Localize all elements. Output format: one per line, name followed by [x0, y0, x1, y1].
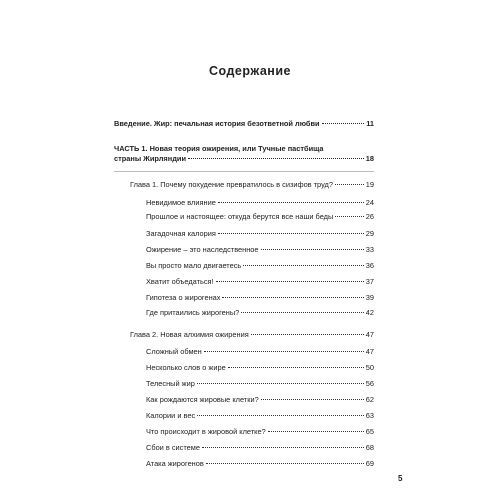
toc-entry-page: 33	[365, 245, 374, 254]
toc-entry-section[interactable]	[146, 459, 374, 468]
toc-entry-section[interactable]	[146, 347, 374, 356]
toc-entry-page: 47	[365, 347, 374, 356]
toc-entry-label: Глава 2. Новая алхимия ожирения	[130, 330, 249, 339]
toc-entry-label: Где притаились жирогены?	[146, 308, 240, 317]
leader-dots	[241, 312, 364, 313]
toc-entry-section[interactable]	[146, 277, 374, 286]
toc-entry-page: 47	[365, 330, 374, 339]
toc-entry-section[interactable]	[146, 229, 374, 238]
toc-entry-label: Вы просто мало двигаетесь	[146, 261, 242, 270]
toc-entry-label: Телесный жир	[146, 379, 195, 388]
toc-entry-page: 68	[365, 443, 374, 452]
leader-dots	[206, 463, 364, 464]
leader-dots	[202, 447, 364, 448]
toc-entry-part-1[interactable]	[114, 144, 374, 164]
toc-entry-section[interactable]	[146, 379, 374, 388]
toc-entry-page: 19	[365, 180, 374, 189]
toc-entry-page: 37	[365, 277, 374, 286]
leader-dots	[268, 431, 364, 432]
toc-entry-label: Глава 1. Почему похудение превратилось в сизифов труд?	[130, 180, 333, 189]
leader-dots	[261, 399, 364, 400]
leader-dots	[216, 281, 364, 282]
toc-entry-section[interactable]	[146, 411, 374, 420]
toc-part-line-1: ЧАСТЬ 1. Новая теория ожирения, или Тучные пастбища	[114, 144, 324, 153]
leader-dots	[222, 297, 363, 298]
toc-entry-page: 26	[365, 212, 374, 221]
page-number: 5	[398, 474, 403, 483]
toc-entry-page: 39	[365, 293, 374, 302]
toc-entry-label: Гипотеза о жирогенах	[146, 293, 221, 302]
toc-entry-section[interactable]	[146, 293, 374, 302]
leader-dots	[218, 233, 364, 234]
leader-dots	[188, 158, 364, 159]
toc-entry-chapter-1[interactable]	[130, 180, 374, 189]
toc-entry-label: Загадочная калория	[146, 229, 216, 238]
leader-dots	[228, 367, 364, 368]
toc-entry-page: 42	[365, 308, 374, 317]
toc-entry-section[interactable]	[146, 245, 374, 254]
leader-dots	[197, 415, 364, 416]
toc-entry-label: Прошлое и настоящее: откуда берутся все наши беды	[146, 212, 334, 221]
toc-entry-page: 36	[365, 261, 374, 270]
leader-dots	[251, 334, 364, 335]
toc-entry-section[interactable]	[146, 395, 374, 404]
toc-entry-section[interactable]	[146, 443, 374, 452]
toc-entry-page: 24	[365, 198, 374, 207]
toc-part-line-2: страны Жирляндии	[114, 154, 186, 163]
toc-entry-section[interactable]	[146, 363, 374, 372]
toc-entry-label: Невидимое влияние	[146, 198, 216, 207]
leader-dots	[218, 202, 364, 203]
page-title: Содержание	[208, 64, 291, 78]
toc-entry-label: Что происходит в жировой клетке?	[146, 427, 266, 436]
toc-entry-label: Атака жирогенов	[146, 459, 204, 468]
toc-entry-label: Калории и вес	[146, 411, 196, 420]
toc-entry-label: Как рождаются жировые клетки?	[146, 395, 259, 404]
toc-entry-page: 62	[365, 395, 374, 404]
toc-entry-page: 56	[365, 379, 374, 388]
toc-entry-chapter-2[interactable]	[130, 330, 374, 339]
leader-dots	[335, 216, 363, 217]
toc-entry-label: Несколько слов о жире	[146, 363, 226, 372]
toc-entry-page: 65	[365, 427, 374, 436]
leader-dots	[261, 249, 364, 250]
leader-dots	[197, 383, 364, 384]
toc-entry-label: Сложный обмен	[146, 347, 202, 356]
leader-dots	[243, 265, 364, 266]
toc-entry-page: 18	[365, 154, 374, 163]
toc-entry-intro[interactable]	[114, 119, 374, 128]
toc-entry-section[interactable]	[146, 198, 374, 207]
toc-entry-page: 11	[366, 119, 374, 128]
toc-entry-page: 69	[365, 459, 374, 468]
toc-entry-section[interactable]	[146, 212, 374, 221]
leader-dots	[322, 123, 365, 124]
toc-entry-section[interactable]	[146, 427, 374, 436]
toc-entry-section[interactable]	[146, 261, 374, 270]
toc-entry-page: 50	[365, 363, 374, 372]
toc-entry-page: 29	[365, 229, 374, 238]
toc-entry-label: Хватит объедаться!	[146, 277, 214, 286]
toc-entry-label: Сбои в системе	[146, 443, 200, 452]
toc-entry-section[interactable]	[146, 308, 374, 317]
divider	[114, 171, 374, 172]
leader-dots	[204, 351, 364, 352]
toc-entry-label: Ожирение – это наследственное	[146, 245, 259, 254]
leader-dots	[335, 184, 364, 185]
toc-entry-page: 63	[365, 411, 374, 420]
toc-entry-label: Введение. Жир: печальная история безответной любви	[114, 119, 320, 128]
